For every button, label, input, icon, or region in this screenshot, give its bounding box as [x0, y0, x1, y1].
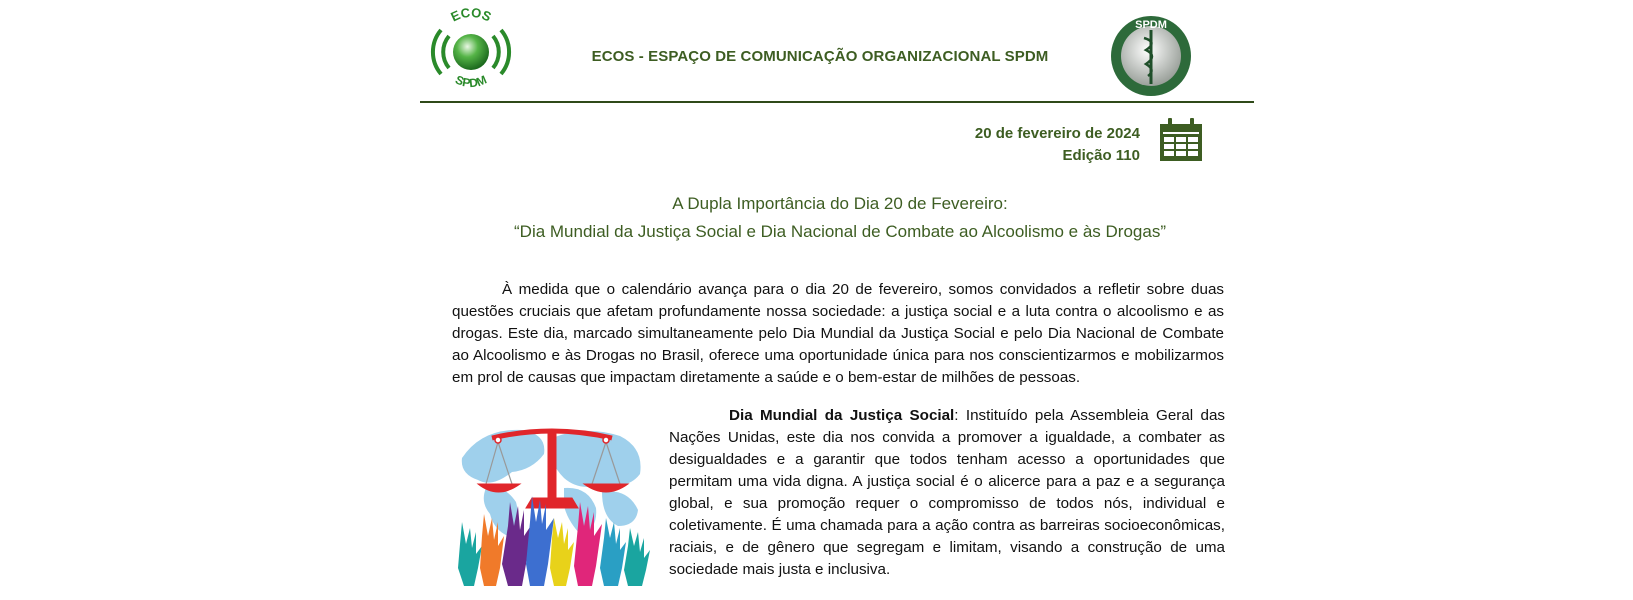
- ecos-logo: [424, 6, 518, 94]
- edition-number: Edição 110: [1062, 147, 1140, 164]
- social-justice-illustration: [452, 418, 652, 586]
- article-title-line2: “Dia Mundial da Justiça Social e Dia Nacional de Combate ao Alcoolismo e às Drogas”: [514, 222, 1166, 241]
- intro-paragraph: [452, 279, 1224, 389]
- social-justice-term: Dia Mundial da Justiça Social: [729, 407, 955, 424]
- intro-paragraph-text: À medida que o calendário avança para o dia 20 de fevereiro, somos convidados a refletir sobre duas questões cruciais que afetam profundamente nossa sociedade: a justiça social e a luta contra o alcoolismo e as drogas. Este dia, marcado simultaneamente pelo Dia Mundial da Justiça Social e pelo Dia Nacional de Combate ao Alcoolismo e às Drogas no Brasil, oferece uma oportunidade única para nos conscientizarmos e mobilizarmos em prol de causas que impactam diretamente a saúde e o bem-estar de milhões de pessoas.: [452, 281, 1224, 386]
- logo-ecos-top-text: ECOS: [448, 6, 494, 25]
- header-title: ECOS - ESPAÇO DE COMUNICAÇÃO ORGANIZACIONAL SPDM: [591, 48, 1049, 65]
- edition-info: [900, 123, 1140, 167]
- header-rule: [420, 101, 1254, 103]
- social-justice-paragraph: [669, 405, 1225, 581]
- logo-spdm-text: SPDM: [1135, 19, 1167, 31]
- svg-text:SPDM: [453, 72, 489, 90]
- article-title: [430, 190, 1250, 246]
- social-justice-text: : Instituído pela Assembleia Geral das Nações Unidas, este dia nos convida a promover a igualdade, a combater as desigualdades e a garantir que todos tenham acesso a oportunidades que permitam uma vida digna. A justiça social é o alicerce para a paz e a segurança global, e sua promoção requer o compromisso de todos nós, individual e coletivamente. É uma chamada para a ação contra as barreiras socioeconômicas, raciais, e de gênero que segregam e limitam, visando a construção de uma sociedade mais justa e inclusiva.: [669, 407, 1225, 578]
- calendar-icon: [1158, 117, 1204, 163]
- svg-text:ECOS: [448, 6, 493, 25]
- spdm-logo: [1108, 12, 1194, 98]
- edition-date: 20 de fevereiro de 2024: [974, 125, 1140, 142]
- logo-ecos-bottom-text: SPDM: [453, 72, 489, 91]
- article-title-line1: A Dupla Importância do Dia 20 de Fevereiro:: [672, 194, 1008, 213]
